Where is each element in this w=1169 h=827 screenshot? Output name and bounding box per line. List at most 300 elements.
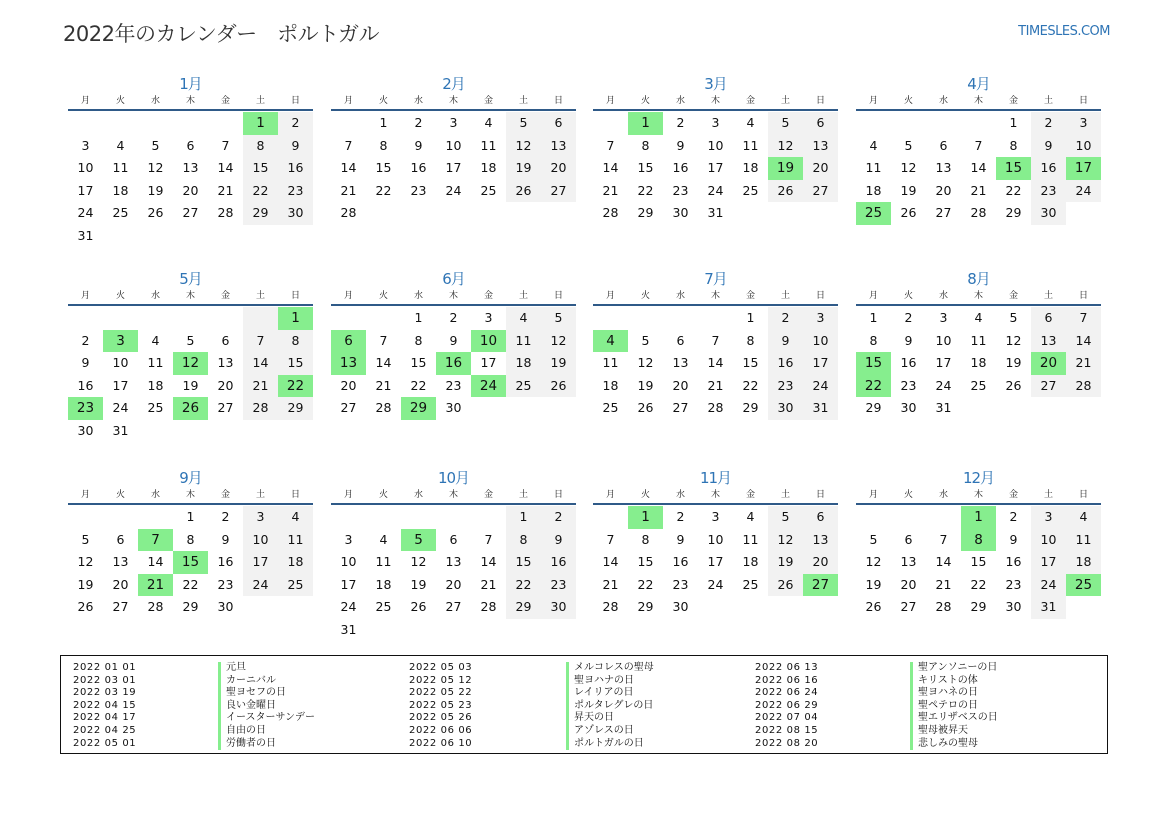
day-cell[interactable]: 9 (278, 135, 313, 158)
day-cell[interactable]: 30 (217, 599, 234, 614)
day-cell[interactable]: 19 (768, 551, 803, 574)
day-cell[interactable]: 17 (77, 182, 94, 198)
day-cell[interactable]: 1 (506, 506, 541, 529)
day-cell[interactable]: 11 (602, 355, 619, 370)
day-cell[interactable]: 28 (340, 205, 357, 220)
day-cell[interactable]: 22 (742, 377, 759, 393)
day-cell[interactable]: 9 (414, 137, 423, 153)
holiday-day-cell[interactable]: 17 (1066, 157, 1101, 180)
day-cell[interactable]: 16 (900, 355, 917, 370)
day-cell[interactable]: 1 (746, 310, 755, 325)
day-cell[interactable]: 19 (182, 377, 199, 393)
day-cell[interactable]: 14 (480, 554, 497, 569)
day-cell[interactable]: 18 (278, 551, 313, 574)
day-cell[interactable]: 10 (935, 332, 952, 348)
day-cell[interactable]: 21 (602, 182, 619, 198)
day-cell[interactable]: 10 (340, 554, 357, 569)
day-cell[interactable]: 3 (344, 531, 353, 547)
day-cell[interactable]: 13 (182, 160, 199, 175)
day-cell[interactable]: 15 (278, 352, 313, 375)
day-cell[interactable]: 7 (711, 332, 720, 348)
day-cell[interactable]: 25 (278, 574, 313, 597)
day-cell[interactable]: 15 (375, 160, 392, 175)
day-cell[interactable]: 16 (77, 377, 94, 393)
day-cell[interactable]: 18 (602, 377, 619, 393)
day-cell[interactable]: 6 (449, 531, 458, 547)
day-cell[interactable]: 21 (707, 377, 724, 393)
day-cell[interactable]: 18 (375, 576, 392, 592)
day-cell[interactable]: 19 (147, 182, 164, 198)
day-cell[interactable]: 30 (77, 422, 94, 438)
day-cell[interactable]: 10 (707, 531, 724, 547)
day-cell[interactable]: 26 (865, 599, 882, 614)
day-cell[interactable]: 4 (151, 332, 160, 348)
day-cell[interactable]: 16 (1031, 157, 1066, 180)
day-cell[interactable]: 16 (768, 352, 803, 375)
day-cell[interactable]: 17 (243, 551, 278, 574)
day-cell[interactable]: 12 (506, 135, 541, 158)
day-cell[interactable]: 5 (1009, 310, 1018, 325)
day-cell[interactable]: 11 (375, 554, 392, 569)
day-cell[interactable]: 20 (217, 377, 234, 393)
day-cell[interactable]: 24 (112, 400, 129, 415)
day-cell[interactable]: 15 (243, 157, 278, 180)
holiday-day-cell[interactable]: 25 (1066, 574, 1101, 597)
day-cell[interactable]: 17 (445, 160, 462, 175)
holiday-day-cell[interactable]: 15 (173, 551, 208, 574)
day-cell[interactable]: 30 (672, 205, 689, 220)
day-cell[interactable]: 17 (480, 355, 497, 370)
day-cell[interactable]: 23 (1031, 180, 1066, 203)
day-cell[interactable]: 29 (278, 397, 313, 420)
day-cell[interactable]: 8 (869, 332, 878, 348)
day-cell[interactable]: 9 (676, 531, 685, 547)
day-cell[interactable]: 19 (1005, 355, 1022, 370)
holiday-day-cell[interactable]: 23 (68, 397, 103, 420)
day-cell[interactable]: 10 (1066, 135, 1101, 158)
day-cell[interactable]: 31 (803, 397, 838, 420)
day-cell[interactable]: 12 (768, 135, 803, 158)
day-cell[interactable]: 24 (707, 576, 724, 592)
day-cell[interactable]: 13 (445, 554, 462, 569)
holiday-day-cell[interactable]: 10 (471, 330, 506, 353)
day-cell[interactable]: 30 (278, 202, 313, 225)
day-cell[interactable]: 17 (1031, 551, 1066, 574)
day-cell[interactable]: 8 (243, 135, 278, 158)
day-cell[interactable]: 23 (672, 182, 689, 198)
holiday-day-cell[interactable]: 1 (961, 506, 996, 529)
day-cell[interactable]: 24 (77, 205, 94, 220)
day-cell[interactable]: 30 (541, 596, 576, 619)
day-cell[interactable]: 11 (742, 531, 759, 547)
day-cell[interactable]: 7 (1066, 307, 1101, 330)
holiday-day-cell[interactable]: 1 (278, 307, 313, 330)
day-cell[interactable]: 27 (340, 400, 357, 415)
day-cell[interactable]: 5 (869, 531, 878, 547)
day-cell[interactable]: 13 (112, 554, 129, 569)
day-cell[interactable]: 22 (182, 576, 199, 592)
day-cell[interactable]: 15 (970, 554, 987, 569)
day-cell[interactable]: 14 (375, 355, 392, 370)
day-cell[interactable]: 23 (1005, 576, 1022, 592)
day-cell[interactable]: 16 (672, 554, 689, 569)
day-cell[interactable]: 14 (970, 160, 987, 175)
day-cell[interactable]: 29 (970, 599, 987, 614)
day-cell[interactable]: 19 (410, 576, 427, 592)
day-cell[interactable]: 29 (742, 400, 759, 415)
day-cell[interactable]: 21 (1066, 352, 1101, 375)
day-cell[interactable]: 3 (1066, 112, 1101, 135)
day-cell[interactable]: 18 (112, 182, 129, 198)
day-cell[interactable]: 5 (186, 332, 195, 348)
day-cell[interactable]: 4 (116, 137, 125, 153)
day-cell[interactable]: 12 (147, 160, 164, 175)
day-cell[interactable]: 29 (637, 599, 654, 614)
day-cell[interactable]: 25 (112, 205, 129, 220)
day-cell[interactable]: 1 (1009, 115, 1018, 130)
holiday-day-cell[interactable]: 25 (856, 202, 891, 225)
day-cell[interactable]: 14 (340, 160, 357, 175)
day-cell[interactable]: 16 (541, 551, 576, 574)
day-cell[interactable]: 8 (414, 332, 423, 348)
day-cell[interactable]: 4 (484, 115, 493, 130)
day-cell[interactable]: 31 (935, 400, 952, 415)
day-cell[interactable]: 7 (379, 332, 388, 348)
day-cell[interactable]: 28 (707, 400, 724, 415)
day-cell[interactable]: 13 (1031, 330, 1066, 353)
day-cell[interactable]: 17 (707, 554, 724, 569)
day-cell[interactable]: 22 (375, 182, 392, 198)
day-cell[interactable]: 8 (1009, 137, 1018, 153)
day-cell[interactable]: 7 (939, 531, 948, 547)
day-cell[interactable]: 22 (1005, 182, 1022, 198)
day-cell[interactable]: 7 (974, 137, 983, 153)
day-cell[interactable]: 15 (410, 355, 427, 370)
day-cell[interactable]: 26 (410, 599, 427, 614)
day-cell[interactable]: 24 (935, 377, 952, 393)
day-cell[interactable]: 26 (768, 574, 803, 597)
day-cell[interactable]: 18 (970, 355, 987, 370)
day-cell[interactable]: 19 (77, 576, 94, 592)
day-cell[interactable]: 28 (602, 599, 619, 614)
day-cell[interactable]: 23 (410, 182, 427, 198)
holiday-day-cell[interactable]: 22 (278, 375, 313, 398)
day-cell[interactable]: 9 (768, 330, 803, 353)
day-cell[interactable]: 22 (637, 576, 654, 592)
day-cell[interactable]: 12 (1005, 332, 1022, 348)
day-cell[interactable]: 10 (445, 137, 462, 153)
day-cell[interactable]: 8 (278, 330, 313, 353)
day-cell[interactable]: 7 (221, 137, 230, 153)
day-cell[interactable]: 7 (484, 531, 493, 547)
day-cell[interactable]: 21 (480, 576, 497, 592)
day-cell[interactable]: 5 (768, 112, 803, 135)
day-cell[interactable]: 12 (410, 554, 427, 569)
day-cell[interactable]: 15 (742, 355, 759, 370)
day-cell[interactable]: 14 (935, 554, 952, 569)
day-cell[interactable]: 18 (1066, 551, 1101, 574)
day-cell[interactable]: 25 (742, 576, 759, 592)
day-cell[interactable]: 26 (900, 205, 917, 220)
day-cell[interactable]: 20 (935, 182, 952, 198)
day-cell[interactable]: 2 (1009, 509, 1018, 524)
day-cell[interactable]: 20 (541, 157, 576, 180)
day-cell[interactable]: 1 (869, 310, 878, 325)
day-cell[interactable]: 18 (506, 352, 541, 375)
day-cell[interactable]: 10 (77, 160, 94, 175)
holiday-day-cell[interactable]: 1 (243, 112, 278, 135)
day-cell[interactable]: 15 (637, 554, 654, 569)
day-cell[interactable]: 6 (676, 332, 685, 348)
holiday-day-cell[interactable]: 15 (996, 157, 1031, 180)
day-cell[interactable]: 10 (243, 529, 278, 552)
day-cell[interactable]: 17 (340, 576, 357, 592)
day-cell[interactable]: 15 (506, 551, 541, 574)
day-cell[interactable]: 30 (768, 397, 803, 420)
day-cell[interactable]: 25 (970, 377, 987, 393)
day-cell[interactable]: 11 (112, 160, 129, 175)
day-cell[interactable]: 23 (900, 377, 917, 393)
holiday-day-cell[interactable]: 27 (803, 574, 838, 597)
day-cell[interactable]: 4 (869, 137, 878, 153)
day-cell[interactable]: 21 (602, 576, 619, 592)
day-cell[interactable]: 27 (935, 205, 952, 220)
day-cell[interactable]: 22 (637, 182, 654, 198)
day-cell[interactable]: 2 (541, 506, 576, 529)
day-cell[interactable]: 2 (81, 332, 90, 348)
day-cell[interactable]: 28 (935, 599, 952, 614)
day-cell[interactable]: 18 (865, 182, 882, 198)
day-cell[interactable]: 3 (81, 137, 90, 153)
holiday-day-cell[interactable]: 7 (138, 529, 173, 552)
day-cell[interactable]: 13 (217, 355, 234, 370)
day-cell[interactable]: 20 (803, 157, 838, 180)
day-cell[interactable]: 20 (672, 377, 689, 393)
holiday-day-cell[interactable]: 22 (856, 375, 891, 398)
day-cell[interactable]: 21 (935, 576, 952, 592)
day-cell[interactable]: 13 (935, 160, 952, 175)
day-cell[interactable]: 23 (768, 375, 803, 398)
holiday-day-cell[interactable]: 12 (173, 352, 208, 375)
holiday-day-cell[interactable]: 20 (1031, 352, 1066, 375)
day-cell[interactable]: 9 (904, 332, 913, 348)
holiday-day-cell[interactable]: 26 (173, 397, 208, 420)
day-cell[interactable]: 7 (243, 330, 278, 353)
day-cell[interactable]: 4 (379, 531, 388, 547)
day-cell[interactable]: 9 (449, 332, 458, 348)
holiday-day-cell[interactable]: 16 (436, 352, 471, 375)
day-cell[interactable]: 8 (746, 332, 755, 348)
day-cell[interactable]: 16 (410, 160, 427, 175)
day-cell[interactable]: 29 (637, 205, 654, 220)
day-cell[interactable]: 25 (742, 182, 759, 198)
day-cell[interactable]: 17 (935, 355, 952, 370)
day-cell[interactable]: 20 (112, 576, 129, 592)
day-cell[interactable]: 30 (1031, 202, 1066, 225)
day-cell[interactable]: 27 (182, 205, 199, 220)
day-cell[interactable]: 3 (803, 307, 838, 330)
day-cell[interactable]: 2 (904, 310, 913, 325)
day-cell[interactable]: 9 (221, 531, 230, 547)
day-cell[interactable]: 27 (112, 599, 129, 614)
day-cell[interactable]: 23 (541, 574, 576, 597)
day-cell[interactable]: 12 (77, 554, 94, 569)
day-cell[interactable]: 31 (112, 422, 129, 438)
day-cell[interactable]: 11 (278, 529, 313, 552)
day-cell[interactable]: 31 (1031, 596, 1066, 619)
day-cell[interactable]: 22 (506, 574, 541, 597)
day-cell[interactable]: 29 (243, 202, 278, 225)
holiday-day-cell[interactable]: 13 (331, 352, 366, 375)
day-cell[interactable]: 12 (541, 330, 576, 353)
day-cell[interactable]: 11 (1066, 529, 1101, 552)
holiday-day-cell[interactable]: 8 (961, 529, 996, 552)
day-cell[interactable]: 20 (445, 576, 462, 592)
brand-link[interactable]: TIMESLES.COM (1018, 24, 1110, 39)
day-cell[interactable]: 31 (77, 227, 94, 243)
day-cell[interactable]: 11 (865, 160, 882, 175)
day-cell[interactable]: 27 (541, 180, 576, 203)
day-cell[interactable]: 28 (602, 205, 619, 220)
day-cell[interactable]: 2 (221, 509, 230, 524)
day-cell[interactable]: 24 (707, 182, 724, 198)
day-cell[interactable]: 2 (278, 112, 313, 135)
day-cell[interactable]: 3 (484, 310, 493, 325)
day-cell[interactable]: 14 (707, 355, 724, 370)
day-cell[interactable]: 22 (410, 377, 427, 393)
day-cell[interactable]: 13 (541, 135, 576, 158)
day-cell[interactable]: 24 (445, 182, 462, 198)
day-cell[interactable]: 8 (641, 137, 650, 153)
day-cell[interactable]: 11 (480, 137, 497, 153)
day-cell[interactable]: 27 (445, 599, 462, 614)
day-cell[interactable]: 14 (602, 554, 619, 569)
day-cell[interactable]: 23 (445, 377, 462, 393)
day-cell[interactable]: 16 (217, 554, 234, 569)
day-cell[interactable]: 5 (506, 112, 541, 135)
day-cell[interactable]: 19 (541, 352, 576, 375)
day-cell[interactable]: 4 (506, 307, 541, 330)
day-cell[interactable]: 31 (340, 621, 357, 637)
day-cell[interactable]: 18 (480, 160, 497, 175)
holiday-day-cell[interactable]: 24 (471, 375, 506, 398)
day-cell[interactable]: 6 (116, 531, 125, 547)
day-cell[interactable]: 6 (1031, 307, 1066, 330)
day-cell[interactable]: 27 (672, 400, 689, 415)
day-cell[interactable]: 6 (186, 137, 195, 153)
holiday-day-cell[interactable]: 1 (628, 506, 663, 529)
day-cell[interactable]: 12 (637, 355, 654, 370)
day-cell[interactable]: 28 (243, 397, 278, 420)
day-cell[interactable]: 18 (742, 554, 759, 569)
day-cell[interactable]: 3 (711, 115, 720, 130)
day-cell[interactable]: 24 (340, 599, 357, 614)
day-cell[interactable]: 3 (711, 509, 720, 524)
day-cell[interactable]: 5 (81, 531, 90, 547)
day-cell[interactable]: 26 (541, 375, 576, 398)
day-cell[interactable]: 29 (1005, 205, 1022, 220)
day-cell[interactable]: 29 (182, 599, 199, 614)
day-cell[interactable]: 16 (1005, 554, 1022, 569)
day-cell[interactable]: 21 (340, 182, 357, 198)
day-cell[interactable]: 4 (746, 115, 755, 130)
day-cell[interactable]: 14 (147, 554, 164, 569)
day-cell[interactable]: 1 (379, 115, 388, 130)
day-cell[interactable]: 24 (1066, 180, 1101, 203)
day-cell[interactable]: 21 (375, 377, 392, 393)
day-cell[interactable]: 23 (217, 576, 234, 592)
day-cell[interactable]: 2 (768, 307, 803, 330)
day-cell[interactable]: 16 (672, 160, 689, 175)
day-cell[interactable]: 8 (186, 531, 195, 547)
day-cell[interactable]: 23 (278, 180, 313, 203)
day-cell[interactable]: 2 (414, 115, 423, 130)
day-cell[interactable]: 7 (606, 137, 615, 153)
day-cell[interactable]: 29 (506, 596, 541, 619)
day-cell[interactable]: 14 (602, 160, 619, 175)
day-cell[interactable]: 14 (1066, 330, 1101, 353)
day-cell[interactable]: 11 (147, 355, 164, 370)
day-cell[interactable]: 31 (707, 205, 724, 220)
day-cell[interactable]: 30 (900, 400, 917, 415)
day-cell[interactable]: 9 (81, 355, 90, 370)
day-cell[interactable]: 12 (900, 160, 917, 175)
day-cell[interactable]: 9 (1009, 531, 1018, 547)
day-cell[interactable]: 18 (147, 377, 164, 393)
day-cell[interactable]: 14 (243, 352, 278, 375)
day-cell[interactable]: 25 (480, 182, 497, 198)
day-cell[interactable]: 28 (375, 400, 392, 415)
day-cell[interactable]: 24 (1031, 574, 1066, 597)
day-cell[interactable]: 9 (541, 529, 576, 552)
day-cell[interactable]: 26 (506, 180, 541, 203)
day-cell[interactable]: 21 (243, 375, 278, 398)
day-cell[interactable]: 13 (900, 554, 917, 569)
day-cell[interactable]: 28 (217, 205, 234, 220)
day-cell[interactable]: 28 (480, 599, 497, 614)
holiday-day-cell[interactable]: 6 (331, 330, 366, 353)
day-cell[interactable]: 19 (506, 157, 541, 180)
day-cell[interactable]: 13 (672, 355, 689, 370)
day-cell[interactable]: 28 (970, 205, 987, 220)
day-cell[interactable]: 1 (186, 509, 195, 524)
day-cell[interactable]: 30 (672, 599, 689, 614)
day-cell[interactable]: 17 (707, 160, 724, 175)
day-cell[interactable]: 19 (637, 377, 654, 393)
day-cell[interactable]: 5 (641, 332, 650, 348)
day-cell[interactable]: 7 (344, 137, 353, 153)
day-cell[interactable]: 11 (742, 137, 759, 153)
day-cell[interactable]: 25 (147, 400, 164, 415)
day-cell[interactable]: 15 (637, 160, 654, 175)
day-cell[interactable]: 8 (379, 137, 388, 153)
holiday-day-cell[interactable]: 3 (103, 330, 138, 353)
day-cell[interactable]: 2 (676, 509, 685, 524)
day-cell[interactable]: 20 (900, 576, 917, 592)
day-cell[interactable]: 10 (1031, 529, 1066, 552)
day-cell[interactable]: 19 (900, 182, 917, 198)
day-cell[interactable]: 27 (217, 400, 234, 415)
day-cell[interactable]: 2 (676, 115, 685, 130)
day-cell[interactable]: 2 (449, 310, 458, 325)
day-cell[interactable]: 30 (445, 400, 462, 415)
day-cell[interactable]: 5 (768, 506, 803, 529)
day-cell[interactable]: 18 (742, 160, 759, 175)
day-cell[interactable]: 20 (182, 182, 199, 198)
day-cell[interactable]: 3 (939, 310, 948, 325)
day-cell[interactable]: 5 (904, 137, 913, 153)
day-cell[interactable]: 7 (606, 531, 615, 547)
